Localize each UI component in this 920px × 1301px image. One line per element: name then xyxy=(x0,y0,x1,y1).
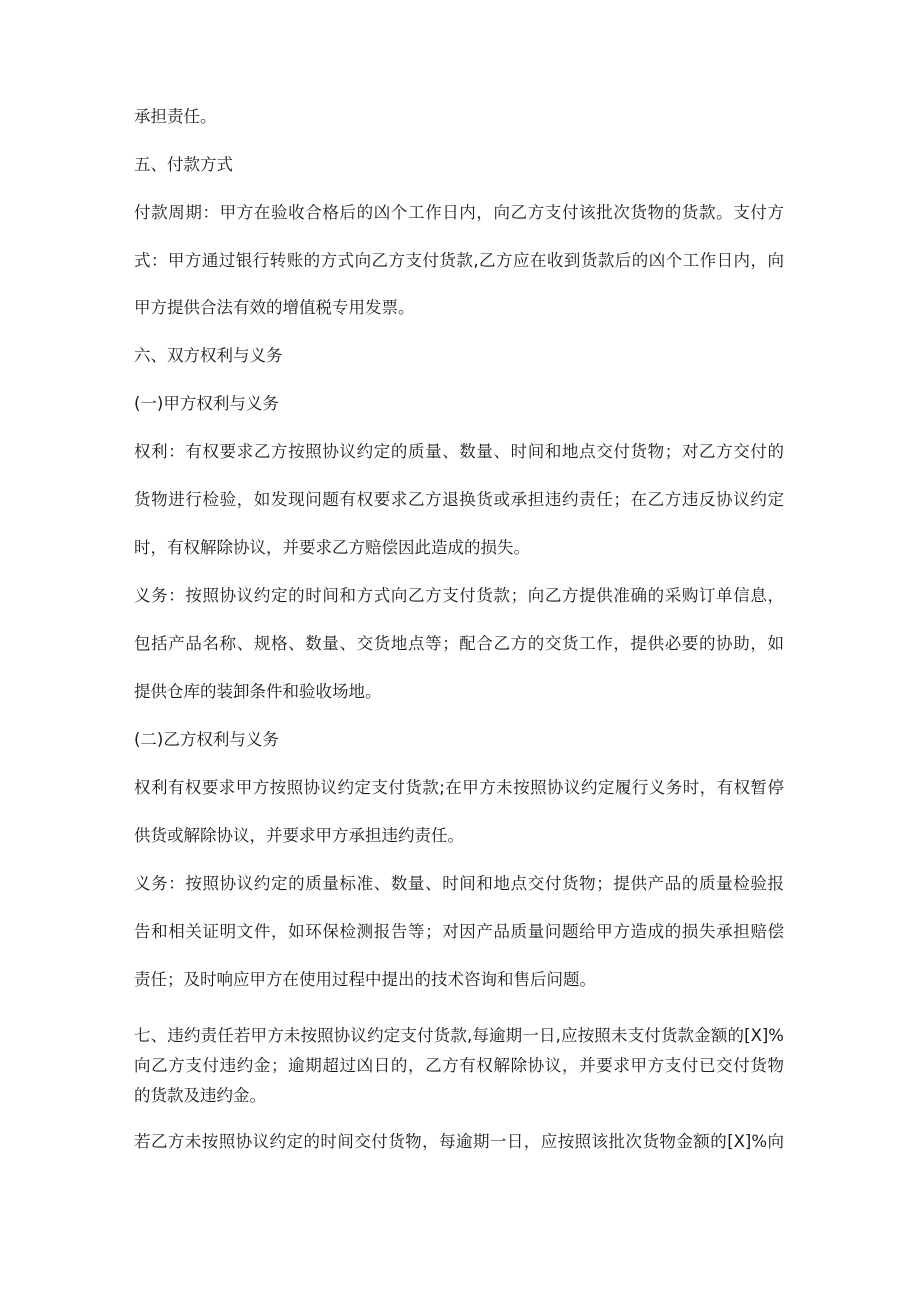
text-line: 时，有权解除协议，并要求乙方赔偿因此造成的损失。 xyxy=(134,538,530,557)
text-line: 提供仓库的装卸条件和验收场地。 xyxy=(134,682,382,701)
text-line: 权利有权要求甲方按照协议约定支付货款;在甲方未按照协议约定履行义务时，有权暂停 xyxy=(134,778,784,797)
text-line: 向乙方支付违约金；逾期超过凶日的，乙方有权解除协议，并要求甲方支付已交付货物 xyxy=(134,1056,784,1075)
section-heading-payment: 五、付款方式 xyxy=(134,155,233,174)
text-line: 责任；及时响应甲方在使用过程中提出的技术咨询和售后问题。 xyxy=(134,970,596,989)
section-heading-rights-duties: 六、双方权利与义务 xyxy=(134,346,283,365)
text-line: 包括产品名称、规格、数量、交货地点等；配合乙方的交货工作，提供必要的协助，如 xyxy=(134,634,784,653)
text-line: 式：甲方通过银行转账的方式向乙方支付货款,乙方应在收到货款后的凶个工作日内，向 xyxy=(134,251,784,270)
text-line: 的货款及违约金。 xyxy=(134,1086,266,1105)
text-line: 若乙方未按照协议约定的时间交付货物，每逾期一日，应按照该批次货物金额的[X]%向 xyxy=(134,1132,784,1151)
text-line: 承担责任。 xyxy=(134,107,217,126)
text-line: 货物进行检验，如发现问题有权要求乙方退换货或承担违约责任；在乙方违反协议约定 xyxy=(134,490,784,509)
text-line: 七、违约责任若甲方未按照协议约定支付货款,每逾期一日,应按照未支付货款金额的[X]% xyxy=(134,1026,784,1045)
subsection-heading-party-a: (一)甲方权利与义务 xyxy=(134,394,279,413)
text-line: 告和相关证明文件，如环保检测报告等；对因产品质量问题给甲方造成的损失承担赔偿 xyxy=(134,922,784,941)
text-line: 甲方提供合法有效的增值税专用发票。 xyxy=(134,298,415,317)
text-line: 付款周期：甲方在验收合格后的凶个工作日内，向乙方支付该批次货物的货款。支付方 xyxy=(134,203,784,222)
text-line: 权利：有权要求乙方按照协议约定的质量、数量、时间和地点交付货物；对乙方交付的 xyxy=(134,442,784,461)
text-line: 义务：按照协议约定的质量标准、数量、时间和地点交付货物；提供产品的质量检验报 xyxy=(134,874,784,893)
text-line: 供货或解除协议，并要求甲方承担违约责任。 xyxy=(134,826,464,845)
subsection-heading-party-b: (二)乙方权利与义务 xyxy=(134,730,279,749)
text-line: 义务：按照协议约定的时间和方式向乙方支付货款；向乙方提供准确的采购订单信息， xyxy=(134,586,784,605)
